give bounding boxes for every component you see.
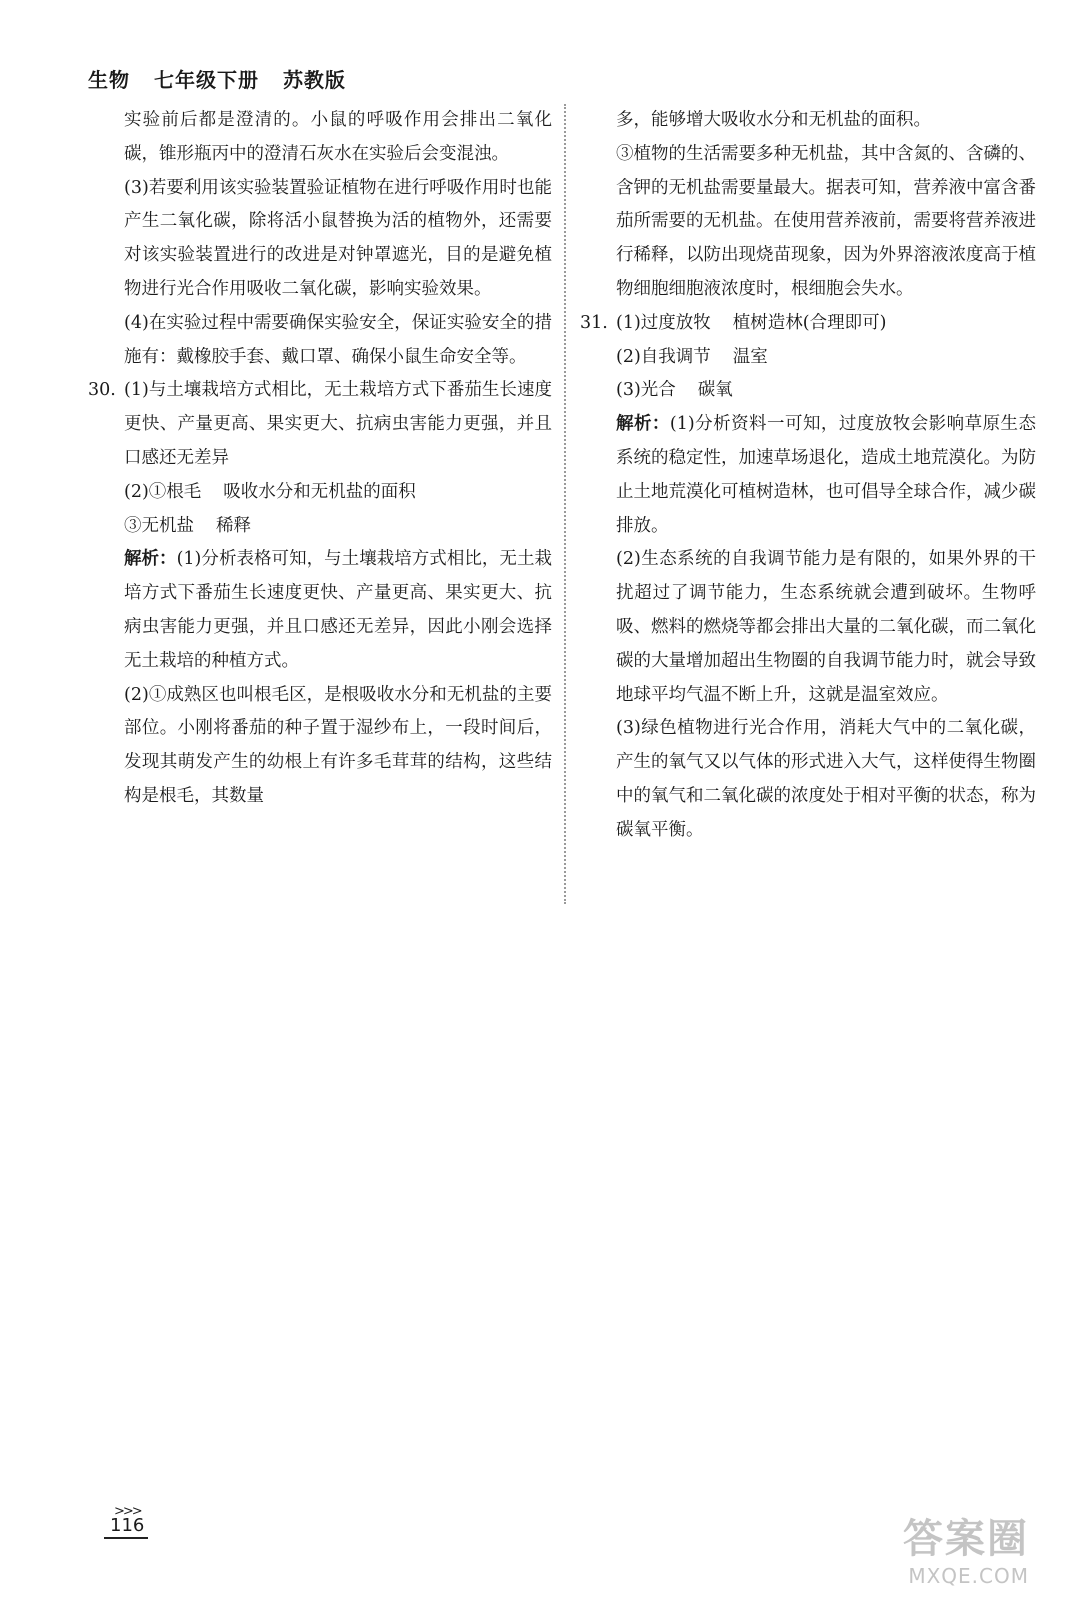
question-30 [88, 374, 552, 813]
page-arrow-icon: >>> [114, 1504, 141, 1519]
left-answer-3: (3)若要利用该实验装置验证植物在进行呼吸作用时也能产生二氧化碳，除将活小鼠替换为活的植物外，还需要对该实验装置进行的改进是对钟罩遮光，目的是避免植物进行光合作用吸收二氧化碳，影响实验效果。 [124, 177, 552, 299]
question-31-number: 31. [580, 312, 608, 333]
column-divider [564, 104, 566, 904]
q30-answer-1: (1)与土壤栽培方式相比，无土栽培方式下番茄生长速度更快、产量更高、果实更大、抗病虫害能力更强，并且口感还无差异 [124, 380, 552, 468]
q31-answer-1 [616, 307, 1036, 341]
q31-analysis-label: 解析： [616, 414, 670, 435]
q30-analysis-1-text: (1)分析表格可知，与土壤栽培方式相比，无土栽培方式下番茄生长速度更快、产量更高、果实更大、抗病虫害能力更强，并且口感还无差异，因此小刚会选择无土栽培的种植方式。 [124, 549, 552, 671]
left-continuation: 实验前后都是澄清的。小鼠的呼吸作用会排出二氧化碳，锥形瓶丙中的澄清石灰水在实验后会变混浊。 [124, 110, 552, 164]
q30-answer-2a: (2)①根毛 [124, 481, 202, 502]
left-answer-4: (4)在实验过程中需要确保实验安全，保证实验安全的措施有：戴橡胶手套、戴口罩、确保小鼠生命安全等。 [124, 312, 552, 367]
q30-answer-3b: 稀释 [216, 515, 251, 536]
q31-answer-2a: (2)自我调节 [616, 346, 711, 367]
header-edition: 苏教版 [282, 68, 346, 92]
q31-analysis-2: (2)生态系统的自我调节能力是有限的，如果外界的干扰超过了调节能力，生态系统就会遭到破坏。生物呼吸、燃料的燃烧等都会排出大量的二氧化碳，而二氧化碳的大量增加超出生物圈的自我调节能力时，就会导致地球平均气温不断上升，这就是温室效应。 [616, 549, 1036, 705]
right-column [580, 104, 1036, 848]
q31-answer-1b: 植树造林(合理即可) [732, 312, 887, 333]
page-number: 116 [104, 1515, 148, 1539]
q31-analysis-1-text: (1)分析资料一可知，过度放牧会影响草原生态系统的稳定性，加速草场退化，造成土地荒漠化。为防止土地荒漠化可植树造林，也可倡导全球合作，减少碳排放。 [616, 414, 1037, 536]
q30-answer-2b: 吸收水分和无机盐的面积 [223, 481, 416, 502]
left-column [88, 104, 552, 814]
q30-answer-2 [124, 476, 552, 510]
page-footer [104, 1500, 148, 1539]
right-continuation: 多，能够增大吸收水分和无机盐的面积。 [616, 110, 931, 130]
q30-analysis-1 [124, 543, 552, 678]
question-31 [580, 307, 1036, 848]
q31-analysis-3: (3)绿色植物进行光合作用，消耗大气中的二氧化碳，产生的氧气又以气体的形式进入大气，这样使得生物圈中的氧气和二氧化碳的浓度处于相对平衡的状态，称为碳氧平衡。 [616, 718, 1036, 840]
header-grade: 七年级下册 [153, 68, 259, 92]
right-answer-3: ③植物的生活需要多种无机盐，其中含氮的、含磷的、含钾的无机盐需要量最大。据表可知，营养液中富含番茄所需要的无机盐。在使用营养液前，需要将营养液进行稀释，以防出现烧苗现象，因为外界溶液浓度高于植物细胞细胞液浓度时，根细胞会失水。 [616, 143, 1036, 299]
q31-answer-2b: 温室 [732, 346, 768, 367]
q30-answer-3 [124, 510, 552, 544]
q31-analysis-1 [616, 408, 1036, 543]
header-subject: 生物 [88, 68, 130, 92]
watermark-logo: 答案圈 [903, 1516, 1029, 1562]
q30-answer-3a: ③无机盐 [124, 515, 194, 536]
watermark [903, 1507, 1029, 1588]
q31-answer-3 [616, 374, 1036, 408]
q31-answer-3a: (3)光合 [616, 380, 676, 401]
q31-answer-3b: 碳氧 [697, 380, 733, 401]
question-30-number: 30. [88, 380, 116, 401]
q30-analysis-2: (2)①成熟区也叫根毛区，是根吸收水分和无机盐的主要部位。小刚将番茄的种子置于湿纱布上，一段时间后，发现其萌发产生的幼根上有许多毛茸茸的结构，这些结构是根毛，其数量 [124, 684, 552, 806]
watermark-url: MXQE.COM [908, 1564, 1029, 1588]
q30-analysis-label: 解析： [124, 549, 177, 570]
page-header [88, 64, 362, 93]
q31-answer-1a: (1)过度放牧 [616, 312, 711, 333]
q31-answer-2 [616, 341, 1036, 375]
